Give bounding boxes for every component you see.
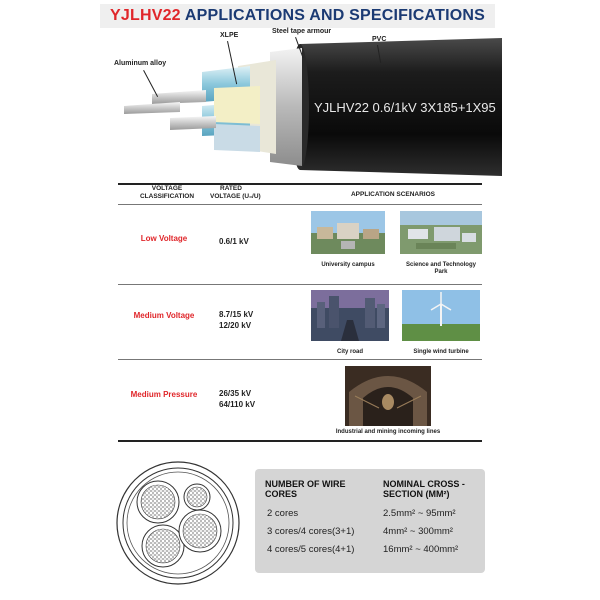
scene-card [330,366,446,436]
table-row [118,360,482,440]
cores-value: 4 cores/5 cores(4+1) [267,544,355,555]
table-row [118,285,482,359]
scene-card [311,211,385,269]
scene-card [311,290,389,356]
scene-caption: University campus [321,262,375,268]
scene-caption: Science and Technology Park [406,262,476,275]
voltage-class: Low Voltage [140,234,188,243]
header-cores: NUMBER OF WIRE CORES [265,479,346,499]
section-value: 4mm² ~ 300mm² [383,526,453,537]
header-rated-voltage: RATED VOLTAGE (U₀/U) [210,185,261,200]
cable-marking: YJLHV22 0.6/1kV 3X185+1X95 [314,100,496,115]
section-value: 16mm² ~ 400mm² [383,544,459,555]
aluminum-conductor [152,90,206,104]
wind-turbine-photo [402,290,480,341]
cores-value: 2 cores [267,508,299,519]
label-sheath: PVC [372,36,387,43]
specifications-panel [255,469,485,573]
city-road-photo [311,290,389,341]
scene-card [400,211,482,276]
rated-voltage: 8.7/15 kV 12/20 kV [219,310,254,330]
label-insulation: XLPE [220,32,239,39]
scene-caption: Single wind turbine [413,349,469,355]
rated-voltage: 0.6/1 kV [219,237,249,246]
tech-park-photo [400,211,482,254]
cores-value: 3 cores/4 cores(3+1) [267,526,355,537]
title-text: APPLICATIONS AND SPECIFICATIONS [184,7,485,24]
title-bar [100,4,495,28]
campus-photo [311,211,385,254]
voltage-class: Medium Voltage [133,311,195,320]
section-value: 2.5mm² ~ 95mm² [383,508,456,519]
voltage-class: Medium Pressure [130,390,198,399]
cable-illustration [110,28,502,178]
cable-cutaway-image [110,28,502,178]
cable-cross-section [113,459,243,587]
scene-caption: City road [336,349,363,355]
tunnel-photo [345,366,431,426]
header-applications: APPLICATION SCENARIOS [350,191,436,198]
header-classification: VOLTAGE CLASSIFICATION [139,185,195,200]
label-conductor: Aluminum alloy [114,60,167,67]
rated-voltage: 26/35 kV 64/110 kV [219,389,256,409]
table-row [118,205,482,284]
scene-caption: Industrial and mining incoming lines [335,429,441,435]
header-section: NOMINAL CROSS -SECTION (MM²) [383,479,465,499]
page-title [110,7,485,25]
model-name: YJLHV22 [110,7,181,24]
scene-card [402,290,480,356]
cross-section-diagram [113,459,243,587]
label-armour: Steel tape armour [272,28,332,35]
table-bottom-rule [118,440,482,442]
